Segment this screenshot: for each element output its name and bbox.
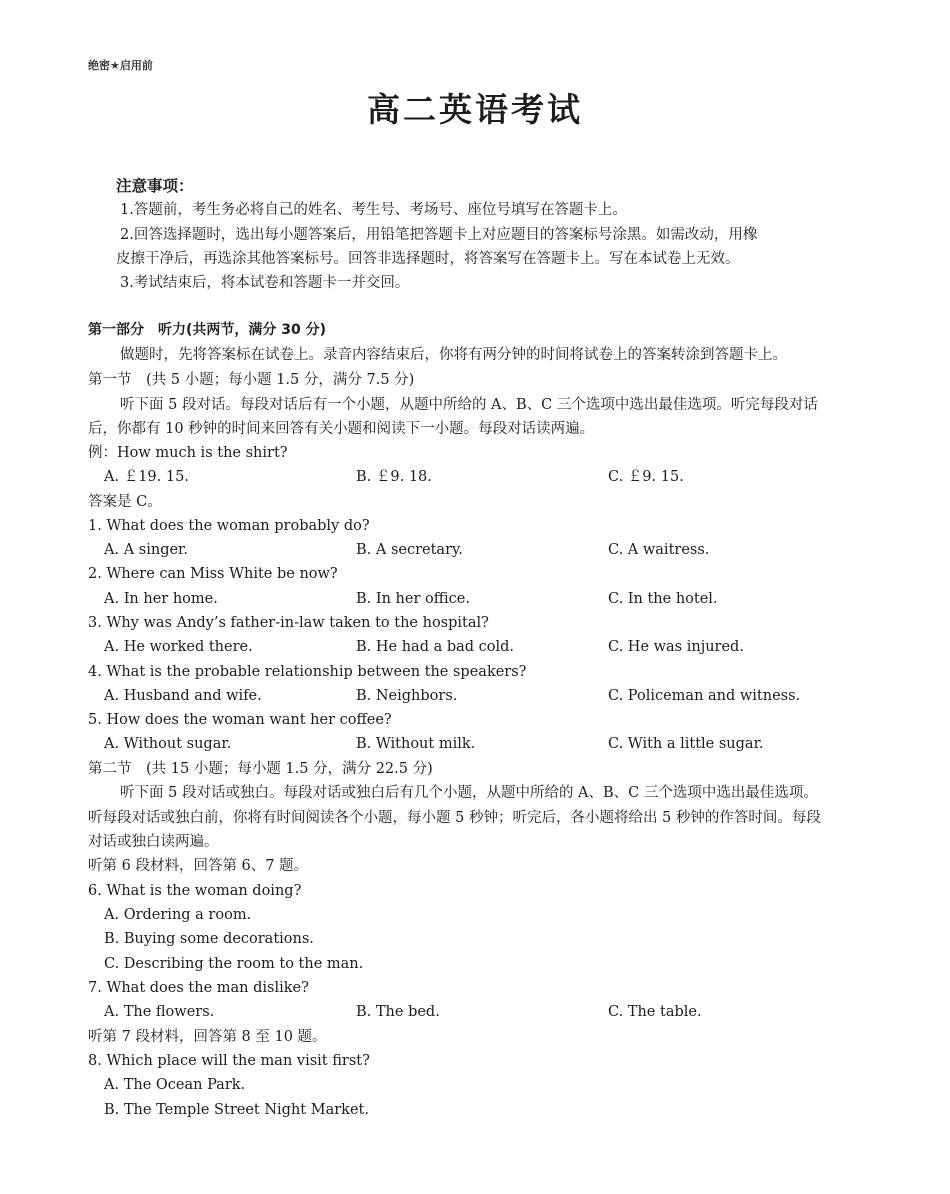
q2-option-c: C. In the hotel. bbox=[608, 591, 718, 607]
q7-option-a: A. The flowers. bbox=[104, 1004, 215, 1020]
q7-option-b: B. The bed. bbox=[356, 1004, 440, 1020]
example-answer: 答案是 C。 bbox=[88, 494, 162, 510]
q5-option-b: B. Without milk. bbox=[356, 736, 476, 752]
confidential-mark: 绝密★启用前 bbox=[88, 59, 153, 72]
q7-option-c: C. The table. bbox=[608, 1004, 702, 1020]
section1-instruction: 听下面 5 段对话。每段对话后有一个小题，从题中所给的 A、B、C 三个选项中选出最佳选项。听完每段对话 bbox=[120, 397, 818, 413]
material-7-note: 听第 7 段材料，回答第 8 至 10 题。 bbox=[88, 1029, 327, 1045]
q5-option-c: C. With a little sugar. bbox=[608, 736, 764, 752]
section1-heading: 第一节 (共 5 小题；每小题 1.5 分，满分 7.5 分) bbox=[88, 372, 415, 388]
question-8: 8. Which place will the man visit first? bbox=[88, 1053, 370, 1069]
question-4: 4. What is the probable relationship between the speakers? bbox=[88, 664, 527, 680]
q3-option-c: C. He was injured. bbox=[608, 639, 744, 655]
q4-option-b: B. Neighbors. bbox=[356, 688, 458, 704]
page-title: 高二英语考试 bbox=[367, 90, 583, 129]
q6-option-a: A. Ordering a room. bbox=[104, 907, 252, 923]
q1-option-b: B. A secretary. bbox=[356, 542, 463, 558]
q8-option-a: A. The Ocean Park. bbox=[104, 1077, 246, 1093]
q2-option-b: B. In her office. bbox=[356, 591, 470, 607]
notice-item-1: 1.答题前，考生务必将自己的姓名、考生号、考场号、座位号填写在答题卡上。 bbox=[120, 202, 627, 218]
q4-option-a: A. Husband and wife. bbox=[104, 688, 262, 704]
q5-option-a: A. Without sugar. bbox=[104, 736, 232, 752]
example-option-c: C. ￡9. 15. bbox=[608, 469, 684, 485]
q6-option-c: C. Describing the room to the man. bbox=[104, 956, 364, 972]
q3-option-b: B. He had a bad cold. bbox=[356, 639, 515, 655]
section2-instruction-cont: 听每段对话或独白前，你将有时间阅读各个小题，每小题 5 秒钟；听完后，各小题将给出 5 秒钟的作答时间。每段 bbox=[88, 810, 821, 826]
q8-option-b: B. The Temple Street Night Market. bbox=[104, 1102, 369, 1118]
section2-instruction: 听下面 5 段对话或独白。每段对话或独白后有几个小题，从题中所给的 A、B、C 三个选项中选出最佳选项。 bbox=[120, 785, 818, 801]
example-option-a: A. ￡19. 15. bbox=[104, 469, 189, 485]
section2-instruction-end: 对话或独白读两遍。 bbox=[88, 834, 219, 850]
notice-heading: 注意事项： bbox=[116, 177, 194, 195]
notice-item-2: 2.回答选择题时，选出每小题答案后，用铅笔把答题卡上对应题目的答案标号涂黑。如需改动，用橡 bbox=[120, 227, 758, 243]
q1-option-c: C. A waitress. bbox=[608, 542, 710, 558]
section1-instruction-cont: 后，你都有 10 秒钟的时间来回答有关小题和阅读下一小题。每段对话读两遍。 bbox=[88, 421, 595, 437]
q3-option-a: A. He worked there. bbox=[104, 639, 253, 655]
material-6-note: 听第 6 段材料，回答第 6、7 题。 bbox=[88, 858, 309, 874]
section2-heading: 第二节 (共 15 小题；每小题 1.5 分，满分 22.5 分) bbox=[88, 761, 433, 777]
q2-option-a: A. In her home. bbox=[104, 591, 218, 607]
question-2: 2. Where can Miss White be now? bbox=[88, 566, 338, 582]
example-option-b: B. ￡9. 18. bbox=[356, 469, 432, 485]
q4-option-c: C. Policeman and witness. bbox=[608, 688, 801, 704]
notice-item-2-cont: 皮擦干净后，再选涂其他答案标号。回答非选择题时，将答案写在答题卡上。写在本试卷上无效。 bbox=[116, 251, 740, 267]
part1-heading: 第一部分 听力(共两节，满分 30 分) bbox=[88, 322, 327, 338]
question-3: 3. Why was Andy’s father-in-law taken to the hospital? bbox=[88, 615, 489, 631]
example-question: 例：How much is the shirt? bbox=[88, 445, 288, 461]
question-1: 1. What does the woman probably do? bbox=[88, 518, 370, 534]
question-6: 6. What is the woman doing? bbox=[88, 883, 302, 899]
question-7: 7. What does the man dislike? bbox=[88, 980, 309, 996]
notice-item-3: 3.考试结束后，将本试卷和答题卡一并交回。 bbox=[120, 275, 410, 291]
question-5: 5. How does the woman want her coffee? bbox=[88, 712, 392, 728]
q6-option-b: B. Buying some decorations. bbox=[104, 931, 314, 947]
q1-option-a: A. A singer. bbox=[104, 542, 188, 558]
part1-intro: 做题时，先将答案标在试卷上。录音内容结束后，你将有两分钟的时间将试卷上的答案转涂到答题卡上。 bbox=[120, 347, 787, 363]
